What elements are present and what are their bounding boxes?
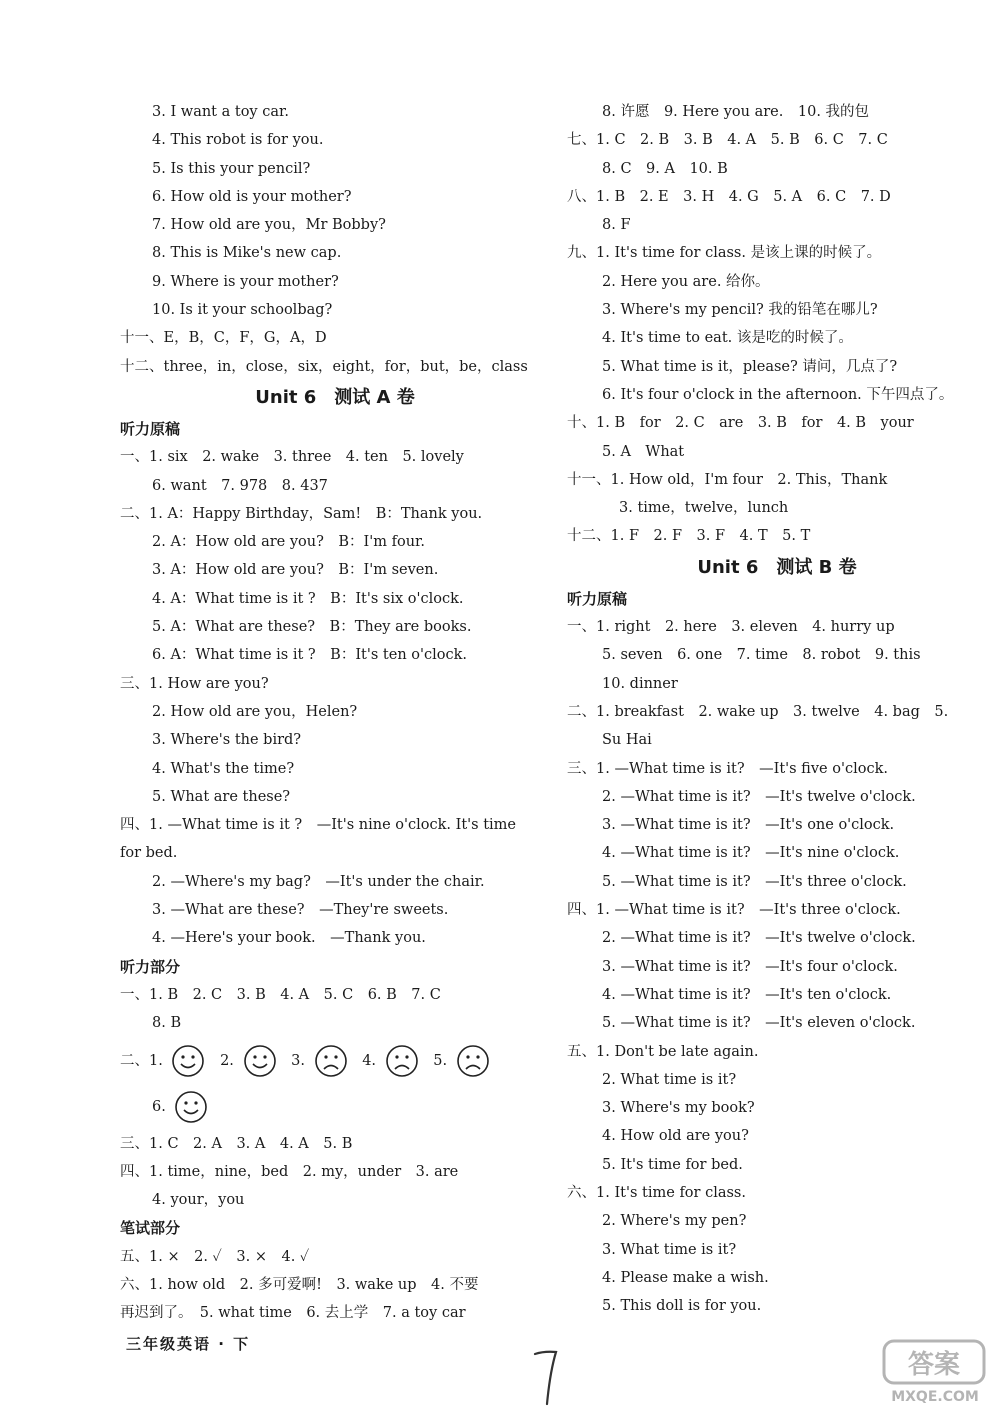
answer-line: 2. Here you are. 给你。 <box>602 273 770 290</box>
answer-number: 5. <box>433 1052 448 1069</box>
answer-line: 五、1. × 2. ✓ 3. × 4. ✓ <box>120 1248 310 1265</box>
answer-line: 7. How old are you，Mr Bobby? <box>152 217 386 234</box>
answer-line: 10. Is it your schoolbag? <box>152 302 333 319</box>
answer-line: 九、1. It's time for class. 是该上课的时候了。 <box>567 245 882 262</box>
sad-face-icon <box>314 1044 348 1078</box>
answer-line: 一、1. six 2. wake 3. three 4. ten 5. lovely <box>120 449 464 466</box>
answer-line: 4. This robot is for you. <box>152 132 324 149</box>
answer-line: 10. dinner <box>602 675 678 692</box>
section-title-b: Unit 6 测试 B 卷 <box>697 556 857 578</box>
answer-line: 4. —What time is it? —It's nine o'clock. <box>602 845 900 862</box>
answer-line: 5. Is this your pencil? <box>152 160 311 177</box>
answer-line: 6. How old is your mother? <box>152 188 352 205</box>
answer-line: 3. I want a toy car. <box>152 104 289 120</box>
answer-line: 3. Where's my book? <box>602 1100 755 1117</box>
answer-line: 十、1. B for 2. C are 3. B for 4. B your <box>567 415 914 432</box>
answer-line: 2. —Where's my bag? —It's under the chair. <box>152 873 485 890</box>
answer-line: 4. A：What time is it ? B：It's six o'clock. <box>152 590 464 607</box>
answer-number: 2. <box>220 1052 234 1069</box>
answer-line: 十一、E，B，C，F，G，A，D <box>120 330 327 347</box>
answer-line: 5. seven 6. one 7. time 8. robot 9. this <box>602 647 921 664</box>
answer-line: 4. your，you <box>152 1192 245 1209</box>
face-answers-row <box>120 1084 550 1130</box>
answer-line: 十二、three，in，close，six，eight，for，but，be，class <box>120 358 528 375</box>
answer-line: 5. —What time is it? —It's eleven o'clock. <box>602 1015 916 1032</box>
svg-text:MXQE.COM: MXQE.COM <box>891 1389 979 1405</box>
footer-grade-label: 三年级英语 · 下 <box>126 1335 251 1353</box>
answer-line: 七、1. C 2. B 3. B 4. A 5. B 6. C 7. C <box>567 132 888 149</box>
sad-face-icon <box>385 1044 419 1078</box>
answer-line: 6. want 7. 978 8. 437 <box>152 477 328 494</box>
answer-line: 十二、1. F 2. F 3. F 4. T 5. T <box>567 528 811 545</box>
answer-line: 2. How old are you，Helen? <box>152 703 358 720</box>
answer-line: 5. It's time for bed. <box>602 1156 743 1173</box>
answer-line: 8. B <box>152 1015 182 1032</box>
answer-line: 3. What time is it? <box>602 1241 737 1258</box>
answer-line: 4. —Here's your book. —Thank you. <box>152 930 426 947</box>
answer-number: 3. <box>291 1052 305 1069</box>
answer-line: 三、1. How are you? <box>120 675 269 692</box>
answer-line: 5. —What time is it? —It's three o'clock. <box>602 873 907 890</box>
answer-line: 5. This doll is for you. <box>602 1298 762 1315</box>
answer-line: 4. Please make a wish. <box>602 1269 769 1286</box>
smile-face-icon <box>171 1044 205 1078</box>
answer-line: 2. A：How old are you? B：I'm four. <box>152 534 425 551</box>
answer-line: 四、1. —What time is it? —It's three o'clock. <box>567 902 901 919</box>
smile-face-icon <box>243 1044 277 1078</box>
answer-line: 2. —What time is it? —It's twelve o'clock. <box>602 788 916 805</box>
answer-line: 3. —What time is it? —It's four o'clock. <box>602 958 898 975</box>
answer-number: 6. <box>152 1098 166 1115</box>
answer-line: 3. time，twelve，lunch <box>619 500 789 517</box>
answer-line: 四、1. time，nine，bed 2. my，under 3. are <box>120 1163 459 1180</box>
answer-line: 4. It's time to eat. 该是吃的时候了。 <box>602 330 853 347</box>
answer-line: 5. A What <box>602 443 685 460</box>
answer-line: 再迟到了。 5. what time 6. 去上学 7. a toy car <box>120 1305 466 1322</box>
answer-line: 2. What time is it? <box>602 1071 737 1088</box>
handwritten-page-number <box>532 1348 562 1408</box>
answer-line: 3. A：How old are you? B：I'm seven. <box>152 562 439 579</box>
answer-line: 3. —What are these? —They're sweets. <box>152 902 449 919</box>
answer-line: 二、1. A：Happy Birthday，Sam! B：Thank you. <box>120 505 483 522</box>
answer-line: 3. Where's the bird? <box>152 732 302 749</box>
answer-line: 六、1. It's time for class. <box>567 1184 746 1201</box>
svg-text:答案: 答案 <box>907 1350 961 1380</box>
watermark-logo <box>880 1335 990 1405</box>
answer-line: 4. How old are you? <box>602 1128 749 1145</box>
subheading: 听力原稿 <box>120 419 181 438</box>
sad-face-icon <box>456 1044 490 1078</box>
answer-line: for bed. <box>120 845 178 862</box>
answer-line: 2. —What time is it? —It's twelve o'clock. <box>602 930 916 947</box>
answer-line: Su Hai <box>602 732 652 749</box>
answer-line: 5. What time is it，please? 请问，几点了? <box>602 358 898 375</box>
answer-line: 十一、1. How old，I'm four 2. This，Thank <box>567 471 888 488</box>
answer-line: 6. It's four o'clock in the afternoon. 下午四点了。 <box>602 386 954 403</box>
answer-line: 4. —What time is it? —It's ten o'clock. <box>602 986 892 1003</box>
subheading: 听力原稿 <box>567 589 628 608</box>
answer-line: 五、1. Don't be late again. <box>567 1043 759 1060</box>
answer-line: 9. Where is your mother? <box>152 273 339 290</box>
left-column <box>120 98 550 1328</box>
answer-line: 六、1. how old 2. 多可爱啊! 3. wake up 4. 不要 <box>120 1276 479 1293</box>
answer-line: 4. What's the time? <box>152 760 295 777</box>
answer-number: 4. <box>362 1052 377 1069</box>
answer-number: 二、1. <box>120 1052 163 1069</box>
answer-line: 3. Where's my pencil? 我的铅笔在哪儿? <box>602 302 878 319</box>
answer-line: 8. C 9. A 10. B <box>602 160 728 177</box>
answer-line: 二、1. breakfast 2. wake up 3. twelve 4. bag 5. <box>567 703 949 720</box>
answer-line: 八、1. B 2. E 3. H 4. G 5. A 6. C 7. D <box>567 188 891 205</box>
answer-line: 三、1. —What time is it? —It's five o'clock. <box>567 760 888 777</box>
answer-line: 三、1. C 2. A 3. A 4. A 5. B <box>120 1135 353 1152</box>
subheading: 笔试部分 <box>120 1219 181 1238</box>
answer-line: 一、1. B 2. C 3. B 4. A 5. C 6. B 7. C <box>120 986 441 1003</box>
answer-line: 四、1. —What time is it ? —It's nine o'clock. It's time <box>120 817 517 834</box>
subheading: 听力部分 <box>120 957 181 976</box>
answer-line: 8. F <box>602 217 631 234</box>
answer-line: 一、1. right 2. here 3. eleven 4. hurry up <box>567 619 895 636</box>
section-title-a: Unit 6 测试 A 卷 <box>255 386 415 408</box>
answer-line: 8. 许愿 9. Here you are. 10. 我的包 <box>602 104 870 120</box>
answer-line: 6. A：What time is it ? B：It's ten o'clock. <box>152 647 467 664</box>
right-column <box>567 98 987 1320</box>
face-answers-row <box>120 1038 550 1084</box>
answer-line: 5. A：What are these? B：They are books. <box>152 619 472 636</box>
answer-line: 8. This is Mike's new cap. <box>152 245 342 262</box>
smile-face-icon <box>174 1090 208 1124</box>
answer-line: 2. Where's my pen? <box>602 1213 747 1230</box>
answer-line: 5. What are these? <box>152 788 291 805</box>
answer-line: 3. —What time is it? —It's one o'clock. <box>602 817 895 834</box>
